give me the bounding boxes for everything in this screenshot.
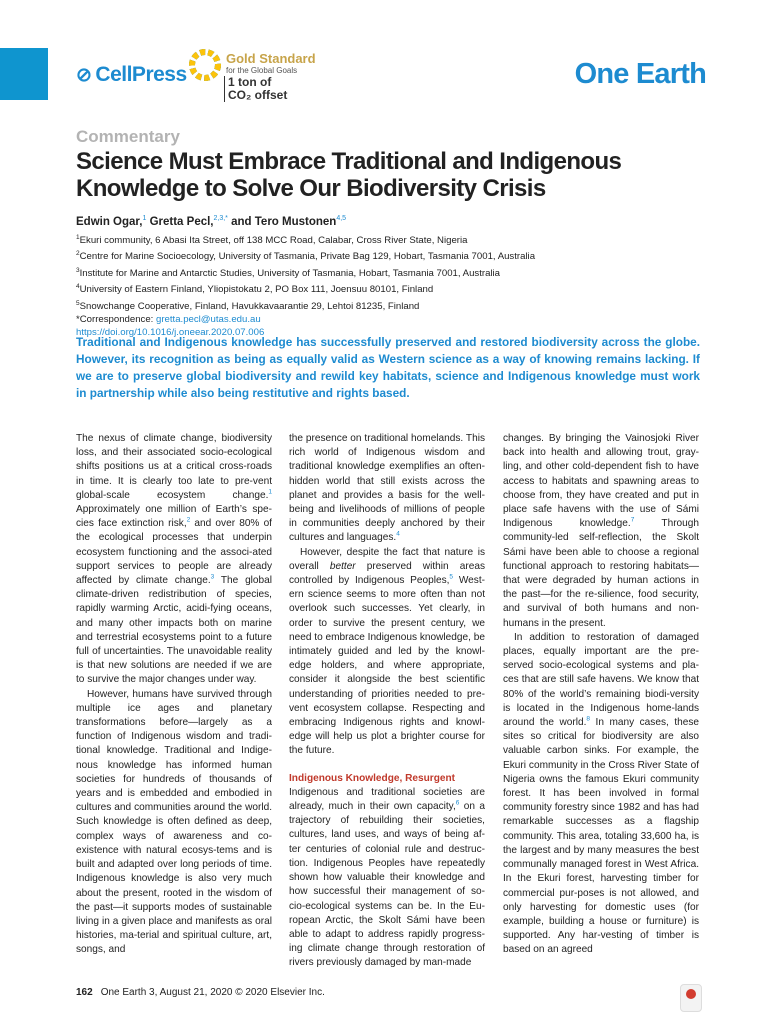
body-column-2 [289,432,485,971]
global-goals-wheel-icon [188,48,222,82]
page-footer [76,987,325,998]
body-column-1 [76,432,272,958]
gold-standard-title: Gold Standard [226,51,316,66]
affiliation-line: $^2$Centre for Marine Socioecology, University of Tasmania, Private Bag 129, Hobart, Tasmania 7001, Australia [76,250,536,263]
citation-ref[interactable]: 5 [449,573,454,581]
footer-citation: One Earth 3, August 21, 2020 © 2020 Elsevier Inc. [100,987,325,998]
article-category: Commentary [76,127,180,146]
page-number: 162 [76,987,93,998]
body-column-3 [503,432,699,958]
affiliation-line: $^3$Institute for Marine and Antarctic Studies, University of Tasmania, Hobart, Tasmania 7001, Australia [76,266,501,279]
article-abstract: Traditional and Indigenous knowledge has successfully preserved and restored biodiversity across the globe. However, its recognition as being as equally valid as Western science as a way of knowing remains lacking. If we are to preserve global biodiversity and rewild key habitats, science and Indigenous knowledge must work in partnership while also being restitutive and rights based. [76,335,700,400]
body-paragraph: changes. By bringing the Vainosjoki River back into health and allowing trout, gray-ling, and other cold-dependent fish to have access to habitats and spawning areas to choose from, they have created and put in place safe havens with the use of Sámi Indigenous knowledge.$^7$ Through community-led self-reflection, the Skolt Sámi have been able to choose a regional functional approach to restoring habitats—that were degraded by human actions in the past—for the re-silience, food security, and survival of both humans and non-humans in the present. [503,433,700,629]
affiliation-line: $^1$Ekuri community, 6 Abasi Ita Street, off 138 MCC Road, Calabar, Cross River State, Nigeria [76,234,468,247]
body-paragraph: Indigenous and traditional societies are already, much in their own capacity,$^6$ on a trajectory of rebuilding their societies, cultures, land uses, and ways of being af-ter centuries of colonial rule and destruc-tion. Indigenous Peoples have repeatedly shown how valuable their knowledge and how successful their management of so-cio-ecological systems can be. In the Eu-ropean Arctic, the Skolt Sámi have been able to adapt to address rapidly progress-ing climate change through restoration of rivers previously damaged by man-made [289,786,485,969]
body-paragraph: The nexus of climate change, biodiversity loss, and their associated socio-ecological shifts positions us at a critical cross-roads in time. It is clearly too late to pre-vent global-scale ecosystem change.$^1$ Approximately one million of Earth’s spe-cies face extinction risk,$^2$ and over 80% of the ecological processes that underpin ecosystem functioning and the associ-ated support services to people are already affected by climate change.$^3$ The global climate-driven redistribution of species, rapidly warming Arctic, acidi-fying oceans, and many other impacts both on marine and terrestrial ecosystems point to a future full of uncertainties. The unavoidable reality is that new solutions are needed if we are to survive the major changes under way. [76,433,273,686]
author-name: Edwin Ogar, [76,215,143,228]
body-paragraph: In addition to restoration of damaged places, equally important are the pre-served socio-ecological systems and pla-ces that are still safe havens. We know that 80% of the world’s remaining biodi-versity is located in the Indigenous home-lands around the world.$^8$ In many cases, these sites so critical for biodiversity are also valuable carbon sinks. For example, the Ekuri community in the Cross River State of Nigeria owns the famous Ekuri community forest. It has been involved in formal community forestry since 1982 and has had remarkable successes as a flagship community. This area, totaling 33,600 ha, is the largest and by many measures the best communally managed forest in West Africa. In the Ekuri forest, harvesting timber for commercial pur-poses is not allowed, and only harvesting for domestic uses (for example, building a house or furniture) is supported. Any har-vesting of timber is based on an agreed [503,631,700,956]
citation-ref[interactable]: 6 [455,799,460,807]
journal-color-tab [0,48,48,100]
gold-standard-subtitle: for the Global Goals [226,66,298,75]
citation-ref[interactable]: 3 [210,573,215,581]
author-name: Gretta Pecl, [149,215,214,228]
author-affiliation-ref[interactable]: 4,5 [336,215,347,222]
correspondence-email-link[interactable]: gretta.pecl@utas.edu.au [156,313,261,325]
body-paragraph: However, despite the fact that nature is overall better preserved within areas controlled by Indigenous Peoples,$^5$ West-ern science seems to more often than not overlook such successes. Yet clearly, in order to survive the present century, we need to embrace Indigenous knowledge, be intimately guided and led by the knowl-edge holders, and where appropriate, consider it alongside the best scientific understanding of priorities needed to pre-vent ecosystem collapse. Respecting and embracing Indigenous rights and knowl-edge will help us plot a brighter course for the future. [289,546,485,757]
co2-offset-label: 1 ton of CO₂ offset [224,76,287,102]
affiliations [76,231,535,339]
body-paragraph: However, humans have survived through multiple ice ages and planetary transformations before—largely as a function of Indigenous wisdom and tradi-tional knowledge. Traditional and Indige-nous knowledge has informed human societies for hundreds of thousands of years and is embedded and embodied in cultures and communities around the world. Such knowledge is often defined as deep, complex ways of awareness and co-existence with natural ecosys-tems and is built and adapted over long periods of time. Indigenous knowledge is also very much about the present, rooted in the wisdom of the past—it supports modes of sustainable living in a given place and manifests as oral histories, ma-terial and spiritual culture, art, songs, and [76,688,272,956]
citation-ref[interactable]: 4 [396,531,400,539]
article-title: Science Must Embrace Traditional and Indigenous Knowledge to Solve Our Biodiversity Crisis [76,148,622,202]
section-heading: Indigenous Knowledge, Resurgent [289,772,455,784]
affiliation-line: $^5$Snowchange Cooperative, Finland, Havukkavaarantie 29, Lehtoi 81235, Finland [76,299,420,312]
cellpress-link-icon: ⊘ [76,65,92,86]
affiliation-line: $^4$University of Eastern Finland, Yliopistokatu 2, PO Box 111, Joensuu 80101, Finland [76,283,434,296]
citation-ref[interactable]: 7 [630,516,635,524]
author-name: and Tero Mustonen [231,215,337,228]
author-list [76,215,346,228]
body-paragraph: the presence on traditional homelands. This rich world of Indigenous wisdom and traditional knowledge exemplifies an often-hidden world that still exists across the planet and provides a basis for the well-being and livelihoods of millions of people in communities deeply anchored by their cultures and languages.$^4$ [289,433,485,544]
citation-ref[interactable]: 2 [186,516,191,524]
cellpress-logo[interactable]: ⊘ CellPress [76,63,187,86]
gold-standard-label [226,52,316,76]
doi-link[interactable]: https://doi.org/10.1016/j.oneear.2020.07.006 [76,327,265,339]
journal-title[interactable]: One Earth [574,58,706,90]
correspondence: *Correspondence: gretta.pecl@utas.edu.au [76,313,261,325]
author-affiliation-ref[interactable]: 1 [142,215,147,222]
citation-ref[interactable]: 1 [268,488,272,496]
citation-ref[interactable]: 8 [586,715,591,723]
crossmark-icon[interactable] [680,984,702,1012]
author-affiliation-ref[interactable]: 2,3,* [213,215,228,222]
